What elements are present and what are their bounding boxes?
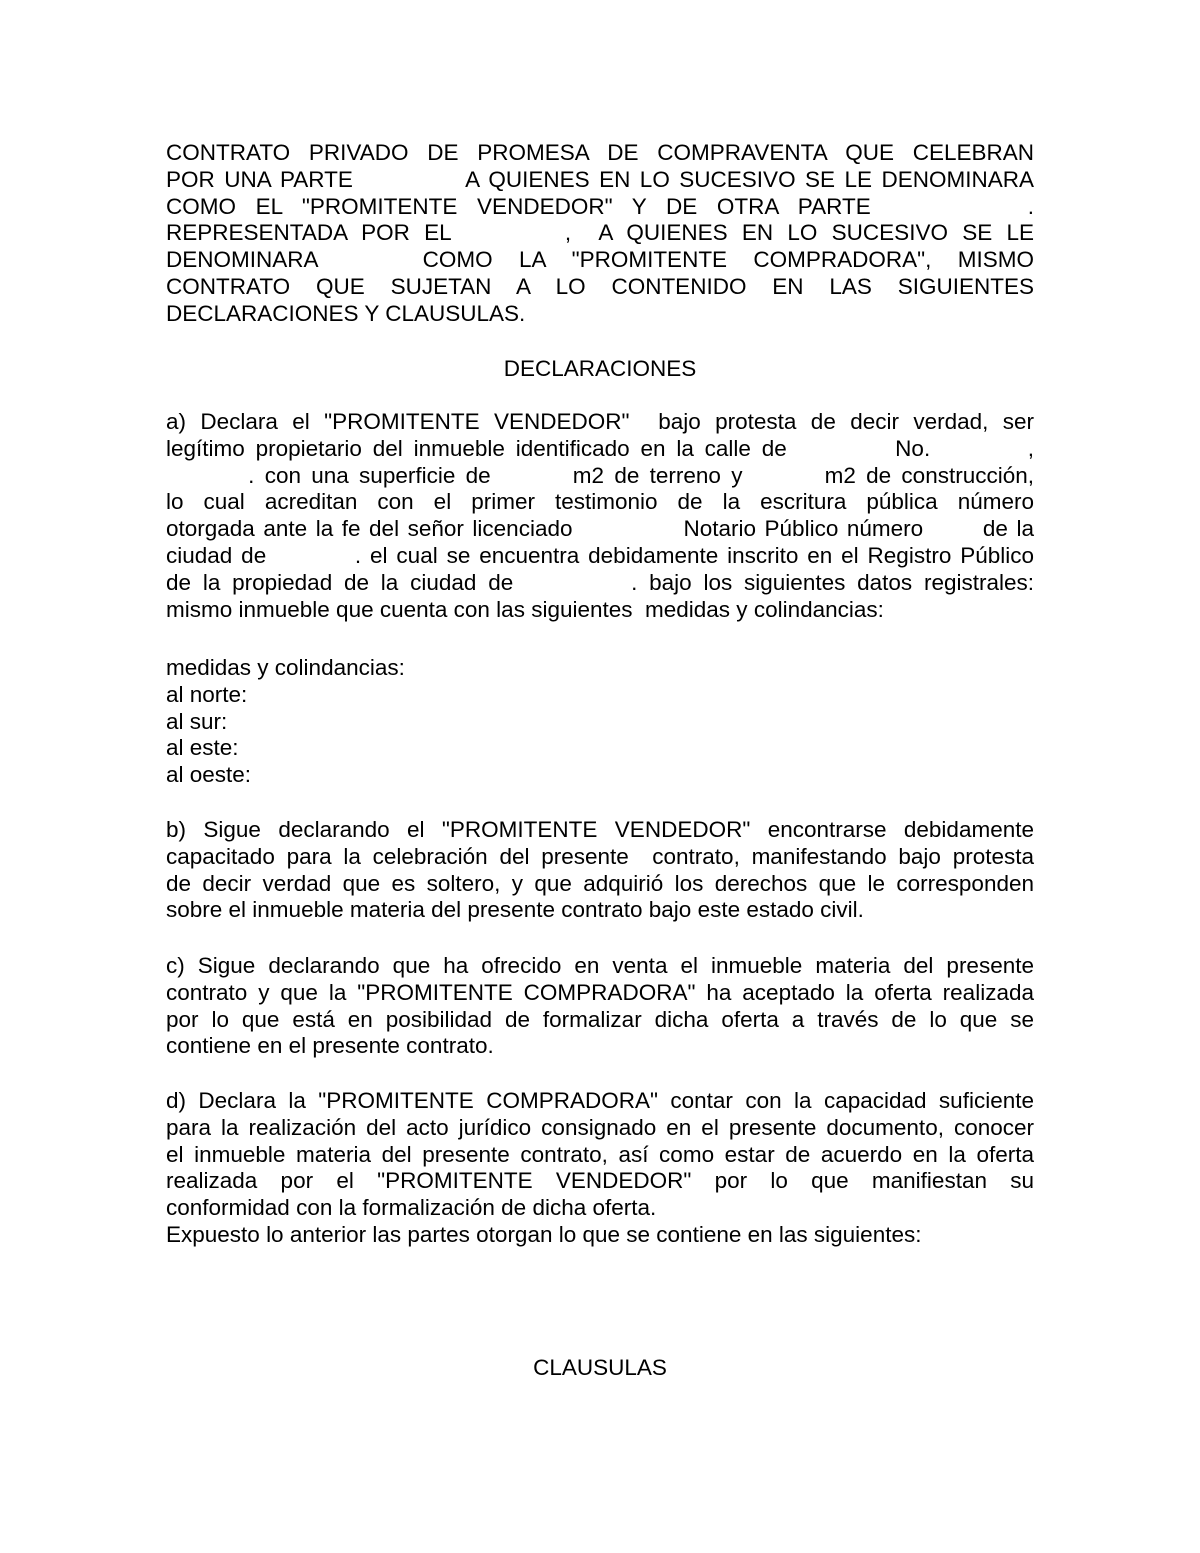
boundaries-heading: medidas y colindancias: [166,655,405,680]
declaration-b [166,817,1034,924]
clausulas-heading: CLAUSULAS [533,1355,667,1380]
declaration-d [166,1088,1034,1249]
intro-line: CONTRATO QUE SUJETAN A LO CONTENIDO EN LAS SIGUIENTES [166,273,1034,299]
declaration-a [166,409,1034,623]
boundary-item: al oeste: [166,762,252,788]
declaration-b-line: sobre el inmueble materia del presente contrato bajo este estado civil. [166,897,864,923]
intro-line: CONTRATO PRIVADO DE PROMESA DE COMPRAVENTA QUE CELEBRAN [166,140,1034,165]
declaraciones-heading: DECLARACIONES [503,356,697,381]
declaration-b-line: capacitado para la celebración del presente contrato, manifestando bajo protesta [166,843,1034,869]
declaration-c-line: c) Sigue declarando que ha ofrecido en venta el inmueble materia del presente [166,953,1034,978]
declaration-d-line: el inmueble materia del presente contrato, así como estar de acuerdo en la oferta [166,1141,1034,1167]
closing-line: Expuesto lo anterior las partes otorgan lo que se contiene en las siguientes: [166,1221,922,1247]
declaration-a-line: ciudad de . el cual se encuentra debidamente inscrito en el Registro Público [166,542,1034,568]
declaration-d-line: realizada por el "PROMITENTE VENDEDOR" por lo que manifiestan su [166,1168,1034,1194]
declaration-b-line: de decir verdad que es soltero, y que adquirió los derechos que le corresponden [166,870,1034,896]
boundary-item: al este: [166,735,239,761]
declaration-d-line: para la realización del acto jurídico consignado en el presente documento, conocer [166,1114,1034,1140]
intro-line: POR UNA PARTE A QUIENES EN LO SUCESIVO SE LE DENOMINARA [166,166,1034,192]
declaration-d-line: d) Declara la "PROMITENTE COMPRADORA" contar con la capacidad suficiente [166,1088,1034,1113]
boundary-item: al sur: [166,708,228,734]
declaration-c-line: contrato y que la "PROMITENTE COMPRADORA" ha aceptado la oferta realizada [166,979,1034,1005]
intro-line: REPRESENTADA POR EL , A QUIENES EN LO SUCESIVO SE LE [166,220,1034,246]
declaration-a-line: legítimo propietario del inmueble identificado en la calle de No. , [166,435,1034,461]
intro-line: DECLARACIONES Y CLAUSULAS. [166,300,526,326]
declaration-a-line: a) Declara el "PROMITENTE VENDEDOR" bajo protesta de decir verdad, ser [166,409,1034,434]
declaration-c-line: por lo que está en posibilidad de formalizar dicha oferta a través de lo que se [166,1006,1034,1032]
declaration-a-line: lo cual acreditan con el primer testimonio de la escritura pública número [166,489,1034,515]
intro-line: DENOMINARA COMO LA "PROMITENTE COMPRADORA", MISMO [166,247,1034,273]
declaration-a-line: . con una superficie de m2 de terreno y m2 de construcción, [166,462,1034,488]
declaration-a-line: otorgada ante la fe del señor licenciado Notario Público número de la [166,516,1034,542]
declaration-a-line: mismo inmueble que cuenta con las siguientes medidas y colindancias: [166,596,884,622]
declaration-a-line: de la propiedad de la ciudad de . bajo los siguientes datos registrales: [166,569,1034,595]
declaration-c-line: contiene en el presente contrato. [166,1033,494,1059]
boundary-item: al norte: [166,681,248,707]
intro-paragraph [166,140,1034,328]
declaration-c [166,953,1034,1060]
intro-line: COMO EL "PROMITENTE VENDEDOR" Y DE OTRA PARTE . [166,193,1034,219]
declaration-d-line: conformidad con la formalización de dicha oferta. [166,1195,657,1221]
boundaries-list [166,655,1034,789]
declaration-b-line: b) Sigue declarando el "PROMITENTE VENDEDOR" encontrarse debidamente [166,817,1034,842]
